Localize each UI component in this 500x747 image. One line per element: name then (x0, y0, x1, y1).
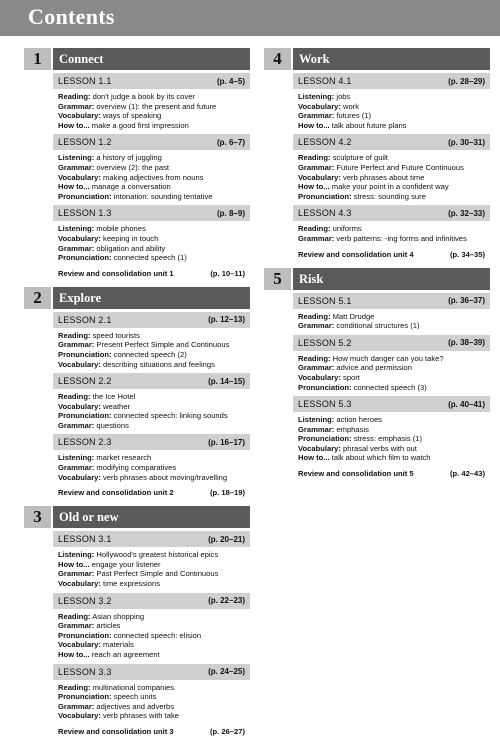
line-text: overview (2): the past (94, 162, 169, 172)
lesson-header[interactable] (53, 531, 250, 547)
line-label: Reading: (58, 330, 91, 340)
line-text: intonation: sounding tentative (111, 191, 213, 201)
lesson-line (58, 102, 245, 112)
lesson-line (298, 444, 485, 454)
review-label: Review and consolidation unit 4 (298, 249, 414, 259)
header-bar (0, 0, 500, 36)
line-label: Grammar: (298, 233, 335, 243)
line-label: Vocabulary: (58, 111, 101, 121)
lesson-line (58, 473, 245, 483)
line-text: mobile phones (94, 224, 146, 234)
line-text: articles (94, 621, 121, 631)
lesson-line (298, 415, 485, 425)
line-text: make your point in a confident way (329, 182, 449, 192)
line-text: connected speech (3) (351, 382, 427, 392)
line-text: weather (100, 401, 131, 411)
lesson-line (58, 621, 245, 631)
line-label: Vocabulary: (58, 711, 101, 721)
right-column (264, 48, 490, 487)
lesson-line (58, 350, 245, 360)
line-label: Pronunciation: (298, 191, 352, 201)
lesson-body (293, 412, 490, 464)
lesson-line (298, 434, 485, 444)
lesson-pages: (p. 38–39) (448, 338, 485, 348)
line-text: stress: emphasis (1) (351, 434, 423, 444)
line-label: Pronunciation: (58, 191, 112, 201)
line-text: Present Perfect Simple and Continuous (94, 340, 230, 350)
lesson-block (293, 73, 490, 131)
line-text: futures (1) (334, 111, 372, 121)
line-label: How to... (58, 120, 90, 130)
line-label: Listening: (58, 453, 95, 463)
review-label: Review and consolidation unit 1 (58, 268, 174, 278)
lesson-pages: (p. 12–13) (208, 315, 245, 325)
lesson-line (58, 173, 245, 183)
line-text: stress: sounding sure (351, 191, 426, 201)
lesson-block (53, 664, 250, 722)
line-text: Future Perfect and Future Continuous (334, 162, 464, 172)
line-text: manage a conversation (89, 182, 171, 192)
unit-number: 5 (264, 268, 291, 290)
review-line[interactable] (53, 267, 250, 278)
line-label: Vocabulary: (58, 640, 101, 650)
unit-section (264, 48, 490, 259)
unit-header (264, 268, 490, 290)
lesson-name: LESSON 5.1 (298, 295, 352, 306)
line-label: Vocabulary: (298, 372, 341, 382)
lesson-line (58, 340, 245, 350)
line-label: Vocabulary: (58, 579, 101, 589)
lesson-line (298, 354, 485, 364)
line-label: Grammar: (298, 111, 335, 121)
lesson-line (298, 182, 485, 192)
line-text: ways of speaking (100, 111, 162, 121)
lesson-line (298, 192, 485, 202)
lesson-line (58, 612, 245, 622)
line-text: time expressions (100, 579, 160, 589)
lesson-block (293, 335, 490, 393)
unit-section (24, 287, 250, 498)
line-text: phrasal verbs with out (340, 443, 417, 453)
lesson-block (53, 434, 250, 483)
lesson-pages: (p. 40–41) (448, 399, 485, 409)
line-text: reach an agreement (89, 650, 160, 659)
unit-title: Work (293, 48, 490, 70)
line-text: multinational companies (90, 682, 175, 692)
line-label: Vocabulary: (58, 401, 101, 411)
line-text: sculpture of guilt (330, 153, 388, 163)
lesson-block (293, 205, 490, 244)
lesson-name: LESSON 1.1 (58, 76, 112, 86)
lesson-header[interactable] (293, 396, 490, 412)
line-text: connected speech: elision (111, 630, 202, 640)
unit-title: Old or new (53, 506, 250, 528)
lesson-name: LESSON 2.2 (58, 376, 112, 387)
lesson-pages: (p. 28–29) (448, 76, 485, 86)
line-text: uniforms (330, 224, 362, 234)
unit-title: Explore (53, 287, 250, 309)
lesson-header[interactable] (293, 134, 490, 150)
review-line[interactable] (293, 467, 490, 478)
lesson-pages: (p. 16–17) (208, 437, 245, 447)
lesson-line (58, 253, 245, 263)
lesson-line (58, 182, 245, 192)
unit-header (24, 506, 250, 528)
line-label: Listening: (58, 550, 95, 560)
review-pages: (p. 42–43) (449, 469, 485, 479)
lesson-header[interactable] (293, 293, 490, 309)
line-label: Vocabulary: (298, 172, 341, 182)
line-text: emphasis (334, 424, 369, 434)
review-pages: (p. 26–27) (209, 726, 245, 736)
unit-number: 4 (264, 48, 291, 70)
review-label: Review and consolidation unit 3 (58, 726, 174, 736)
lesson-line (58, 550, 245, 560)
lesson-line (298, 425, 485, 435)
page-title: Contents (28, 4, 115, 29)
line-text: describing situations and feelings (100, 359, 215, 369)
lesson-line (298, 173, 485, 183)
lesson-line (58, 631, 245, 641)
lesson-name: LESSON 5.2 (298, 337, 352, 348)
review-pages: (p. 18–19) (209, 488, 245, 498)
line-label: Grammar: (298, 424, 335, 434)
line-text: modifying comparatives (94, 463, 177, 473)
line-label: Reading: (58, 92, 91, 101)
lesson-pages: (p. 4–5) (216, 76, 245, 86)
line-text: adjectives and adverbs (94, 701, 175, 711)
lesson-line (298, 111, 485, 121)
line-text: Matt Drudge (330, 311, 375, 321)
line-text: connected speech: linking sounds (111, 411, 228, 421)
review-line[interactable] (293, 248, 490, 259)
lesson-pages: (p. 8–9) (216, 208, 245, 218)
line-text: advice and permission (334, 363, 412, 373)
lesson-pages: (p. 32–33) (448, 208, 485, 218)
lesson-line (58, 360, 245, 370)
unit-section (24, 48, 250, 278)
lesson-line (58, 683, 245, 693)
line-text: connected speech (1) (111, 253, 187, 263)
lesson-body (53, 328, 250, 370)
lesson-line (298, 92, 485, 102)
line-label: Listening: (298, 415, 335, 425)
lesson-line (298, 102, 485, 112)
lesson-line (298, 312, 485, 322)
line-label: Reading: (298, 311, 331, 321)
line-text: speech units (111, 692, 157, 702)
lesson-line (58, 234, 245, 244)
lesson-header[interactable] (293, 335, 490, 351)
lesson-line (58, 692, 245, 702)
lesson-name: LESSON 3.2 (58, 595, 112, 606)
lesson-line (298, 453, 485, 463)
lesson-name: LESSON 1.3 (58, 208, 112, 219)
line-label: Grammar: (58, 701, 95, 711)
lesson-body (293, 351, 490, 393)
line-label: How to... (298, 120, 330, 130)
lesson-line (58, 92, 245, 102)
lesson-block (53, 373, 250, 431)
unit-number: 3 (24, 506, 51, 528)
lesson-header[interactable] (53, 664, 250, 680)
line-label: Vocabulary: (58, 233, 101, 243)
line-text: making adjectives from nouns (100, 172, 204, 182)
review-label: Review and consolidation unit 2 (58, 488, 174, 498)
lesson-line (298, 373, 485, 383)
line-text: verb phrases about time (340, 172, 425, 182)
line-label: Vocabulary: (58, 359, 101, 369)
lesson-block (53, 531, 250, 589)
lesson-header[interactable] (53, 593, 250, 609)
lesson-name: LESSON 4.2 (298, 137, 352, 148)
lesson-name: LESSON 4.1 (298, 76, 352, 86)
lesson-line (58, 463, 245, 473)
line-label: Grammar: (298, 321, 335, 331)
line-text: How much danger can you take? (330, 353, 444, 363)
line-text: overview (1): the present and future (94, 101, 217, 111)
line-label: Reading: (58, 682, 91, 692)
review-pages: (p. 10–11) (210, 268, 245, 278)
line-text: connected speech (2) (111, 349, 187, 359)
left-column (24, 48, 250, 745)
line-text: verb phrases about moving/travelling (100, 472, 228, 482)
line-text: speed tourists (90, 330, 140, 340)
lesson-line (58, 192, 245, 202)
line-text: market research (94, 453, 152, 463)
lesson-line (58, 411, 245, 421)
line-text: don't judge a book by its cover (90, 92, 195, 101)
unit-number: 1 (24, 48, 51, 70)
line-label: Pronunciation: (58, 411, 112, 421)
lesson-name: LESSON 2.1 (58, 314, 112, 325)
lesson-line (58, 402, 245, 412)
line-text: Asian shopping (90, 611, 145, 621)
lesson-line (298, 153, 485, 163)
line-label: Grammar: (58, 162, 95, 172)
review-label: Review and consolidation unit 5 (298, 469, 414, 479)
line-text: the Ice Hotel (90, 392, 136, 402)
line-label: Vocabulary: (58, 172, 101, 182)
lesson-pages: (p. 22–23) (208, 596, 245, 606)
line-text: Past Perfect Simple and Continuous (94, 569, 219, 579)
lesson-body (53, 150, 250, 202)
line-text: sport (340, 372, 360, 382)
lesson-body (293, 221, 490, 244)
lesson-body (53, 609, 250, 661)
lesson-name: LESSON 5.3 (298, 399, 352, 410)
lesson-name: LESSON 2.3 (58, 437, 112, 448)
line-text: verb phrases with take (100, 711, 179, 721)
lesson-pages: (p. 6–7) (216, 137, 245, 147)
line-text: a history of juggling (94, 153, 162, 163)
lesson-block (53, 205, 250, 263)
lesson-body (53, 389, 250, 431)
lesson-block (293, 396, 490, 464)
lesson-header[interactable] (53, 312, 250, 328)
line-text: Hollywood's greatest historical epics (94, 550, 219, 560)
line-text: questions (94, 420, 129, 430)
lesson-line (58, 560, 245, 570)
lesson-line (298, 383, 485, 393)
line-text: engage your listener (89, 559, 161, 569)
line-label: Reading: (298, 224, 331, 234)
line-text: materials (100, 640, 134, 650)
lesson-line (298, 321, 485, 331)
lesson-body (53, 680, 250, 722)
line-text: talk about future plans (329, 120, 407, 130)
line-label: Vocabulary: (58, 472, 101, 482)
lesson-line (58, 224, 245, 234)
lesson-pages: (p. 30–31) (448, 137, 485, 147)
line-label: Pronunciation: (298, 382, 352, 392)
line-label: Grammar: (58, 101, 95, 111)
line-text: verb patterns: -ing forms and infinitives (334, 233, 467, 243)
line-label: How to... (298, 182, 330, 192)
lesson-body (53, 221, 250, 263)
lesson-body (53, 450, 250, 483)
line-text: action heroes (334, 415, 382, 425)
lesson-header[interactable] (53, 73, 250, 89)
line-label: How to... (298, 453, 330, 463)
lesson-line (58, 331, 245, 341)
line-text: make a good first impression (89, 120, 189, 130)
line-label: How to... (58, 182, 90, 192)
lesson-pages: (p. 24–25) (208, 667, 245, 677)
line-label: Grammar: (58, 569, 95, 579)
line-label: Reading: (58, 392, 91, 402)
line-label: How to... (58, 559, 90, 569)
lesson-block (53, 134, 250, 202)
lesson-name: LESSON 4.3 (298, 208, 352, 219)
line-label: Pronunciation: (58, 692, 112, 702)
lesson-line (58, 163, 245, 173)
unit-title: Connect (53, 48, 250, 70)
lesson-body (293, 89, 490, 131)
line-text: work (340, 101, 360, 111)
lesson-block (53, 593, 250, 661)
line-label: Listening: (58, 224, 95, 234)
lesson-line (58, 453, 245, 463)
lesson-pages: (p. 20–21) (208, 534, 245, 544)
unit-number: 2 (24, 287, 51, 309)
unit-header (24, 48, 250, 70)
line-label: Reading: (58, 611, 91, 621)
unit-header (24, 287, 250, 309)
lesson-name: LESSON 3.3 (58, 666, 112, 677)
lesson-header[interactable] (293, 205, 490, 221)
lesson-body (53, 89, 250, 131)
lesson-line (58, 711, 245, 721)
line-label: Pronunciation: (298, 434, 352, 444)
line-label: How to... (58, 650, 90, 659)
lesson-name: LESSON 3.1 (58, 534, 112, 545)
line-label: Listening: (298, 92, 335, 101)
line-text: keeping in touch (100, 233, 159, 243)
lesson-block (53, 73, 250, 131)
lesson-header[interactable] (293, 73, 490, 89)
lesson-body (293, 309, 490, 332)
lesson-body (293, 150, 490, 202)
lesson-body (53, 547, 250, 589)
review-line[interactable] (53, 486, 250, 497)
lesson-line (58, 640, 245, 650)
line-label: Reading: (298, 153, 331, 163)
lesson-header[interactable] (53, 205, 250, 221)
line-text: conditional structures (1) (334, 321, 420, 331)
lesson-header[interactable] (53, 434, 250, 450)
unit-header (264, 48, 490, 70)
review-pages: (p. 34–35) (449, 249, 485, 259)
lesson-line (58, 569, 245, 579)
line-text: jobs (334, 92, 351, 101)
lesson-line (58, 702, 245, 712)
line-label: Grammar: (58, 621, 95, 631)
lesson-line (58, 121, 245, 131)
lesson-line (58, 579, 245, 589)
review-line[interactable] (53, 725, 250, 736)
lesson-block (293, 293, 490, 332)
line-label: Pronunciation: (58, 253, 112, 263)
line-label: Grammar: (58, 463, 95, 473)
line-label: Pronunciation: (58, 349, 112, 359)
lesson-line (298, 234, 485, 244)
lesson-block (53, 312, 250, 370)
line-label: Pronunciation: (58, 630, 112, 640)
lesson-line (58, 153, 245, 163)
line-label: Grammar: (298, 363, 335, 373)
lesson-pages: (p. 14–15) (208, 376, 245, 386)
line-label: Reading: (298, 353, 331, 363)
lesson-line (58, 111, 245, 121)
lesson-line (298, 163, 485, 173)
lesson-name: LESSON 1.2 (58, 137, 112, 148)
lesson-line (298, 224, 485, 234)
unit-title: Risk (293, 268, 490, 290)
line-label: Vocabulary: (298, 101, 341, 111)
lesson-line (298, 121, 485, 131)
lesson-header[interactable] (53, 373, 250, 389)
line-label: Grammar: (58, 420, 95, 430)
line-label: Listening: (58, 153, 95, 163)
line-label: Grammar: (58, 340, 95, 350)
lesson-block (293, 134, 490, 202)
line-label: Grammar: (58, 243, 95, 253)
unit-section (24, 506, 250, 736)
lesson-header[interactable] (53, 134, 250, 150)
lesson-line (58, 392, 245, 402)
line-label: Grammar: (298, 162, 335, 172)
lesson-pages: (p. 36–37) (448, 296, 485, 306)
line-label: Vocabulary: (298, 443, 341, 453)
line-text: obligation and ability (94, 243, 166, 253)
lesson-line (58, 650, 245, 660)
lesson-line (58, 421, 245, 431)
unit-section (264, 268, 490, 479)
lesson-line (298, 363, 485, 373)
line-text: talk about which film to watch (329, 453, 431, 463)
lesson-line (58, 244, 245, 254)
